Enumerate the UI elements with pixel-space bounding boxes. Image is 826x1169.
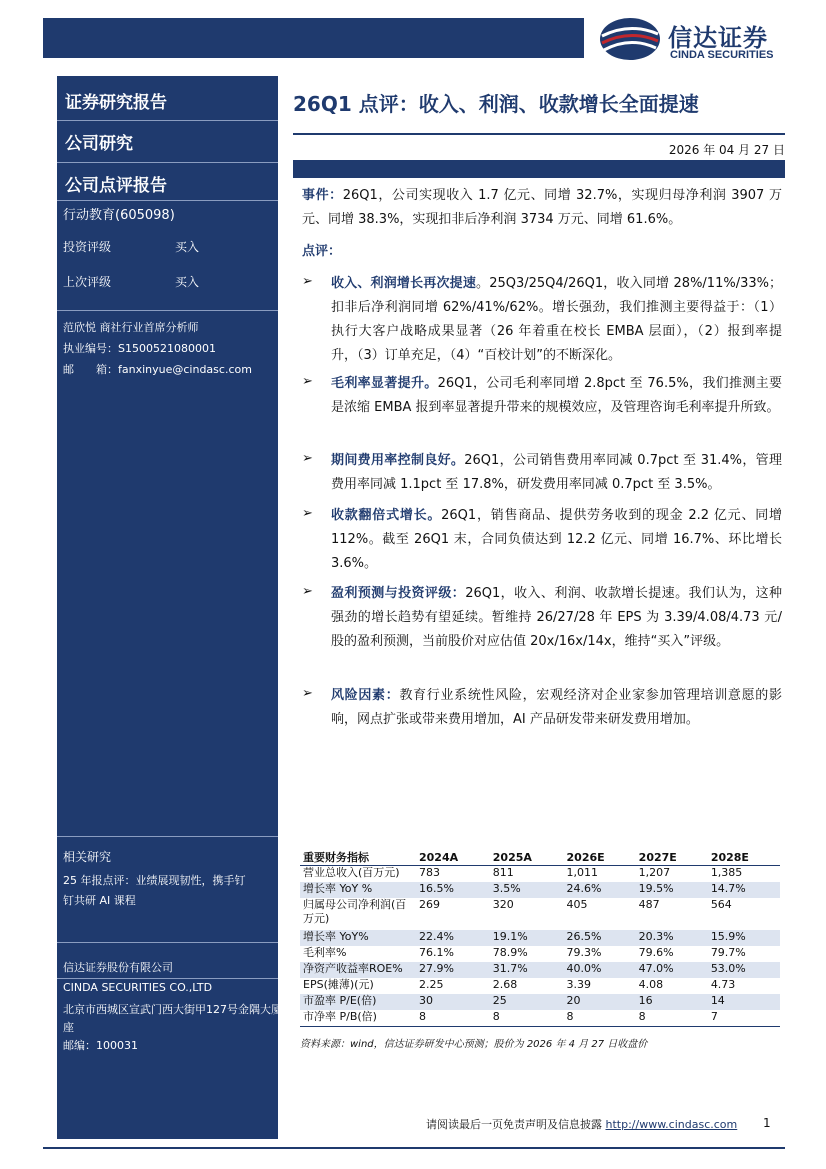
firm-postcode: 邮编：100031 bbox=[63, 1039, 138, 1052]
table-cell: 增长率 YoY% bbox=[300, 930, 416, 946]
footer-rule bbox=[43, 1147, 785, 1149]
table-cell: 毛利率% bbox=[303, 946, 347, 959]
table-cell: 78.9% bbox=[492, 946, 528, 959]
bullet-arrow-icon: ➢ bbox=[302, 686, 313, 701]
table-row bbox=[300, 866, 780, 883]
sidebar-divider bbox=[57, 836, 278, 837]
table-cell: 24.6% bbox=[564, 882, 636, 898]
table-cell: 26.5% bbox=[564, 930, 636, 946]
table-cell: 8 bbox=[416, 1010, 490, 1027]
firm-name-cn: 信达证券股份有限公司 bbox=[63, 961, 173, 974]
table-cell: EPS(摊薄)(元) bbox=[303, 978, 374, 991]
table-cell: 净资产收益率ROE% bbox=[300, 962, 416, 978]
report-category: 证券研究报告 bbox=[65, 93, 167, 113]
footer-disclaimer: 请阅读最后一页免责声明及信息披露 http://www.cindasc.com bbox=[426, 1118, 738, 1131]
table-cell: 25 bbox=[490, 994, 564, 1010]
bullet-item bbox=[331, 582, 782, 654]
table-cell: 1,207 bbox=[638, 866, 671, 879]
bullet-text: 教育行业系统性风险，宏观经济对企业家参加管理培训意愿的影响，网点扩张或带来费用增加，AI 产品研发带来研发费用增加。 bbox=[331, 688, 782, 727]
table-cell: 79.6% bbox=[638, 946, 674, 959]
event-label: 事件： bbox=[302, 188, 343, 203]
page-title: 26Q1 点评：收入、利润、收款增长全面提速 bbox=[293, 92, 699, 116]
table-cell: 8 bbox=[636, 1010, 708, 1027]
table-cell: 31.7% bbox=[490, 962, 564, 978]
table-header-row bbox=[300, 847, 780, 866]
table-header-cell: 2028E bbox=[708, 847, 780, 866]
table-header-cell: 2024A bbox=[416, 847, 490, 866]
bullet-heading: 收入、利润增长再次提速 bbox=[331, 276, 477, 291]
bullet-arrow-icon: ➢ bbox=[302, 584, 313, 599]
table-cell: 14.7% bbox=[708, 882, 780, 898]
table-cell: 564 bbox=[710, 898, 732, 911]
table-cell: 22.4% bbox=[416, 930, 490, 946]
related-research-link[interactable]: 25 年报点评：业绩展现韧性，携手钉 bbox=[63, 874, 246, 887]
report-date: 2026 年 04 月 27 日 bbox=[668, 143, 785, 157]
report-type: 公司研究 bbox=[65, 134, 133, 154]
title-band bbox=[293, 160, 785, 178]
prev-rating-label: 上次评级 bbox=[63, 275, 112, 289]
table-source-note: 资料来源：wind，信达证券研发中心预测；股价为 2026 年 4 月 27 日收盘价 bbox=[300, 1039, 648, 1050]
table-cell: 4.73 bbox=[710, 978, 736, 991]
table-cell: 2.25 bbox=[419, 978, 444, 991]
sidebar-divider bbox=[57, 942, 278, 943]
table-cell: 增长率 YoY % bbox=[300, 882, 416, 898]
table-header-cell: 2025A bbox=[490, 847, 564, 866]
bullet-arrow-icon: ➢ bbox=[302, 374, 313, 389]
bullet-item bbox=[331, 372, 782, 420]
table-cell: 783 bbox=[419, 866, 440, 879]
table-row bbox=[300, 882, 780, 898]
table-cell: 269 bbox=[419, 898, 440, 911]
table-cell: 3.39 bbox=[566, 978, 592, 991]
table-cell: 76.1% bbox=[419, 946, 454, 959]
review-heading: 点评： bbox=[302, 244, 342, 259]
title-rule bbox=[293, 133, 785, 135]
table-cell: 2.68 bbox=[492, 978, 518, 991]
table-header-cell: 2026E bbox=[564, 847, 636, 866]
bullet-text: 26Q1，销售商品、提供劳务收到的现金 2.2 亿元、同增 112%。截至 26Q1 末，合同负债达到 12.2 亿元、同增 16.7%、环比增长 3.6%。 bbox=[331, 508, 782, 571]
table-cell: 3.5% bbox=[490, 882, 564, 898]
table-cell: 14 bbox=[708, 994, 780, 1010]
brand-name-en: CINDA SECURITIES bbox=[670, 49, 774, 61]
bullet-heading: 毛利率显著提升。 bbox=[331, 376, 438, 391]
analyst-license: 执业编号：S1500521080001 bbox=[63, 342, 216, 355]
sidebar-divider bbox=[57, 978, 278, 979]
table-cell: 320 bbox=[492, 898, 514, 911]
bullet-arrow-icon: ➢ bbox=[302, 451, 313, 466]
analyst-email[interactable]: 邮 箱：fanxinyue@cindasc.com bbox=[63, 363, 252, 376]
bullet-heading: 收款翻倍式增长。 bbox=[331, 508, 442, 523]
bullet-text: 26Q1，公司销售费用率同减 0.7pct 至 31.4%，管理费用率同减 1.1pct 至 17.8%，研发费用率同减 0.7pct 至 3.5%。 bbox=[331, 453, 782, 492]
table-row bbox=[300, 946, 780, 962]
table-row bbox=[300, 898, 780, 930]
table-cell: 20.3% bbox=[636, 930, 708, 946]
cinda-logo-icon bbox=[598, 16, 662, 62]
bullet-heading: 风险因素： bbox=[331, 688, 400, 703]
bullet-item bbox=[331, 449, 782, 497]
sidebar-divider bbox=[57, 310, 278, 311]
bullet-text: 。25Q3/25Q4/26Q1，收入同增 28%/11%/33%；扣非后净利润同增 62%/41%/62%。增长强劲，我们推测主要得益于：（1）执行大客户战略成果显著（26 年着重在校长 EMBA 层面），（2）报到率提升，（3）订单充足，（4）“百校计划”的不断深化。 bbox=[331, 276, 782, 363]
bullet-heading: 盈利预测与投资评级： bbox=[331, 586, 466, 601]
related-research-link-cont[interactable]: 钉共研 AI 课程 bbox=[63, 894, 136, 907]
table-row bbox=[300, 1010, 780, 1027]
sidebar-divider bbox=[57, 162, 278, 163]
table-cell: 40.0% bbox=[564, 962, 636, 978]
table-cell: 1,011 bbox=[566, 866, 599, 879]
table-cell: 16 bbox=[636, 994, 708, 1010]
table-header-cell: 2027E bbox=[636, 847, 708, 866]
sidebar-divider bbox=[57, 200, 278, 201]
table-cell: 19.5% bbox=[636, 882, 708, 898]
firm-name-en: CINDA SECURITIES CO.,LTD bbox=[63, 981, 213, 994]
bullet-arrow-icon: ➢ bbox=[302, 506, 313, 521]
table-cell: 市净率 P/B(倍) bbox=[300, 1010, 416, 1027]
table-cell: 79.3% bbox=[566, 946, 602, 959]
table-cell: 7 bbox=[708, 1010, 780, 1027]
table-cell: 53.0% bbox=[708, 962, 780, 978]
table-cell: 405 bbox=[566, 898, 588, 911]
table-cell: 20 bbox=[564, 994, 636, 1010]
bullet-item bbox=[331, 504, 782, 576]
financial-table bbox=[300, 847, 780, 1027]
event-paragraph bbox=[302, 184, 782, 232]
sidebar bbox=[57, 76, 290, 1139]
table-cell: 营业总收入(百万元) bbox=[303, 866, 400, 879]
table-row bbox=[300, 994, 780, 1010]
report-subtype: 公司点评报告 bbox=[65, 176, 167, 196]
table-cell: 27.9% bbox=[416, 962, 490, 978]
event-text: 26Q1，公司实现收入 1.7 亿元、同增 32.7%，实现归母净利润 3907 万元、同增 38.3%，实现扣非后净利润 3734 万元、同增 61.6%。 bbox=[302, 188, 782, 227]
table-cell: 归属母公司净利润(百万元) bbox=[303, 898, 407, 925]
analyst-name: 范欣悦 商社行业首席分析师 bbox=[63, 321, 199, 334]
table-row bbox=[300, 962, 780, 978]
table-cell: 811 bbox=[492, 866, 514, 879]
sidebar-divider bbox=[57, 120, 278, 121]
page-number: 1 bbox=[763, 1116, 771, 1130]
table-cell: 16.5% bbox=[416, 882, 490, 898]
bullet-text: 26Q1，公司毛利率同增 2.8pct 至 76.5%，我们推测主要是浓缩 EMBA 报到率显著提升带来的规模效应，及管理咨询毛利率提升所致。 bbox=[331, 376, 782, 415]
table-cell: 8 bbox=[564, 1010, 636, 1027]
table-cell: 4.08 bbox=[638, 978, 664, 991]
table-cell: 15.9% bbox=[708, 930, 780, 946]
table-header-cell: 重要财务指标 bbox=[300, 847, 416, 866]
company-ticker: 行动教育(605098) bbox=[63, 208, 175, 223]
bullet-heading: 期间费用率控制良好。 bbox=[331, 453, 465, 468]
header-bar bbox=[43, 18, 584, 58]
firm-address-cont: 座 bbox=[63, 1021, 74, 1034]
bullet-arrow-icon: ➢ bbox=[302, 274, 313, 289]
rating-label: 投资评级 bbox=[63, 240, 112, 254]
bullet-item bbox=[331, 684, 782, 732]
bullet-text: 26Q1，收入、利润、收款增长提速。我们认为，这种强劲的增长趋势有望延续。暂维持 26/27/28 年 EPS 为 3.39/4.08/4.73 元/股的盈利预测，当前股价对应估值 20x/16x/14x，维持“买入”评级。 bbox=[331, 586, 782, 649]
table-cell: 30 bbox=[416, 994, 490, 1010]
table-cell: 19.1% bbox=[490, 930, 564, 946]
table-cell: 8 bbox=[490, 1010, 564, 1027]
table-cell: 1,385 bbox=[710, 866, 743, 879]
table-row bbox=[300, 930, 780, 946]
footer-url-link[interactable]: http://www.cindasc.com bbox=[605, 1118, 738, 1131]
table-cell: 79.7% bbox=[710, 946, 746, 959]
bullet-item bbox=[331, 272, 782, 368]
firm-address: 北京市西城区宣武门西大街甲127号金隅大厦B bbox=[63, 1003, 290, 1016]
table-row bbox=[300, 978, 780, 994]
brand-logo bbox=[598, 16, 803, 64]
table-cell: 47.0% bbox=[636, 962, 708, 978]
rating-value: 买入 bbox=[175, 240, 200, 254]
table-cell: 市盈率 P/E(倍) bbox=[300, 994, 416, 1010]
brand-name-cn: 信达证券 bbox=[668, 24, 768, 52]
prev-rating-value: 买入 bbox=[175, 275, 200, 289]
related-research-title: 相关研究 bbox=[63, 850, 112, 864]
table-cell: 487 bbox=[638, 898, 660, 911]
